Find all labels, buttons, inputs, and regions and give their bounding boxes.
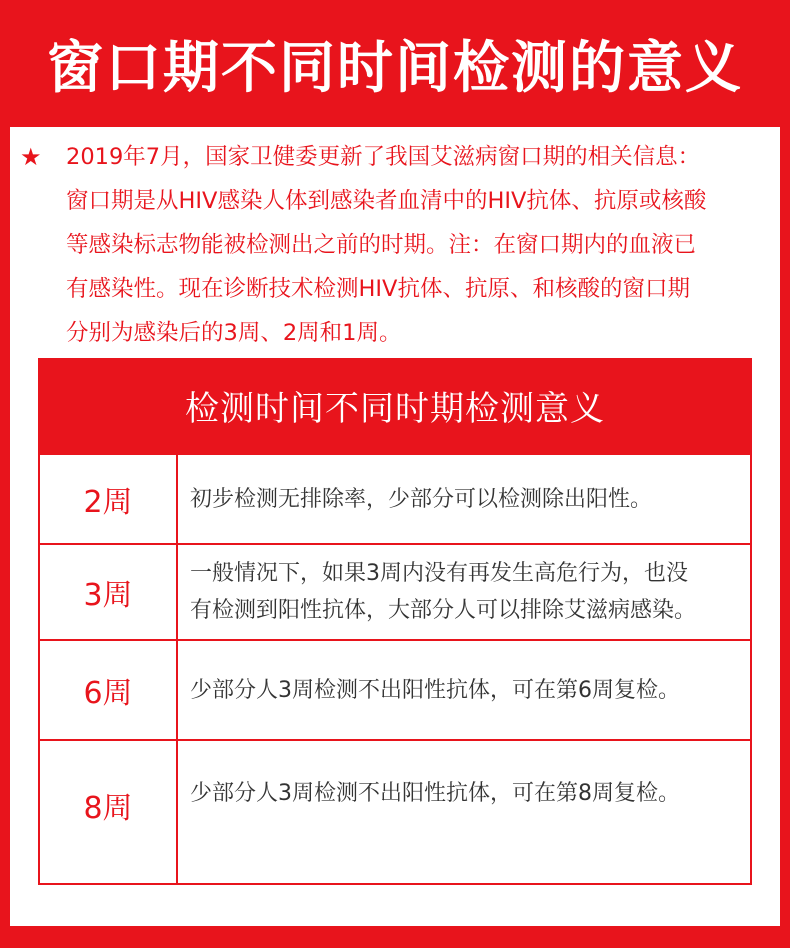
description-cell xyxy=(178,641,750,739)
intro-line: 2019年7月，国家卫健委更新了我国艾滋病窗口期的相关信息： xyxy=(66,144,701,170)
detection-table xyxy=(38,358,752,885)
intro-text xyxy=(18,135,770,355)
table-row xyxy=(40,639,750,739)
description-text: 一般情况下，如果3周内没有再发生高危行为，也没 xyxy=(190,561,688,586)
intro-line: 分别为感染后的3周、2周和1周。 xyxy=(66,320,402,346)
page-title: 窗口期不同时间检测的意义 xyxy=(47,35,743,101)
description-text: 少部分人3周检测不出阳性抗体，可在第8周复检。 xyxy=(190,781,680,806)
table-row xyxy=(40,543,750,639)
table-row xyxy=(40,739,750,885)
intro-line: 窗口期是从HIV感染人体到感染者血清中的HIV抗体、抗原或核酸 xyxy=(66,188,707,214)
star-icon: ★ xyxy=(20,143,42,171)
description-text: 少部分人3周检测不出阳性抗体，可在第6周复检。 xyxy=(190,677,680,703)
week-cell: 3周 xyxy=(40,545,178,639)
table-row xyxy=(40,453,750,543)
intro-line: 有感染性。现在诊断技术检测HIV抗体、抗原、和核酸的窗口期 xyxy=(66,276,690,302)
intro-line: 等感染标志物能被检测出之前的时期。注：在窗口期内的血液已 xyxy=(66,232,697,258)
description-text: 初步检测无排除率，少部分可以检测除出阳性。 xyxy=(190,486,653,512)
description-cell xyxy=(178,545,750,639)
description-cell xyxy=(178,741,750,812)
description-text: 有检测到阳性抗体，大部分人可以排除艾滋病感染。 xyxy=(190,598,697,623)
table-header: 检测时间不同时期检测意义 xyxy=(38,358,752,453)
week-cell: 8周 xyxy=(40,741,178,885)
description-cell xyxy=(178,455,750,543)
week-cell: 2周 xyxy=(40,455,178,543)
content-panel xyxy=(10,127,780,926)
week-cell: 6周 xyxy=(40,641,178,739)
